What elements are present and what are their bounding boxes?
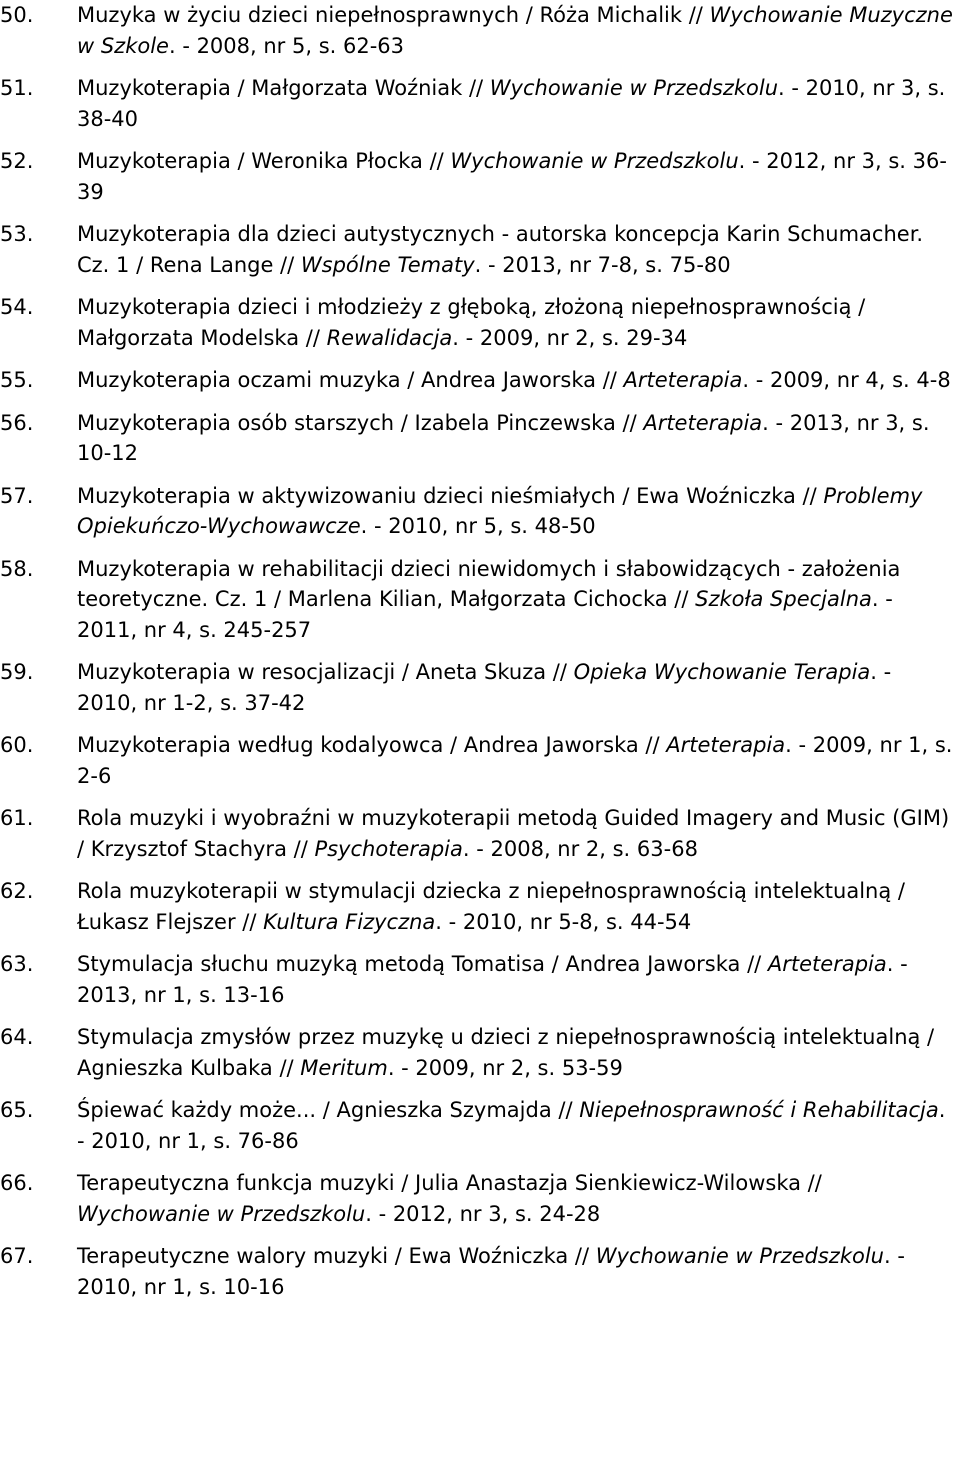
journal-title: Wychowanie w Przedszkolu xyxy=(489,76,778,100)
citation-text: . - 2013, nr 1, s. 13-16 xyxy=(77,952,908,1007)
bibliography-entry xyxy=(0,0,960,61)
entry-number: 67. xyxy=(0,1244,34,1268)
entry-number: 51. xyxy=(0,76,34,100)
citation-text: Terapeutyczna funkcja muzyki / Julia Anastazja Sienkiewicz-Wilowska // xyxy=(77,1171,822,1195)
citation-text: . - 2008, nr 2, s. 63-68 xyxy=(462,836,698,861)
citation-text: . - 2011, nr 4, s. 245-257 xyxy=(77,587,893,642)
citation-text: Terapeutyczne walory muzyki / Ewa Woźniczka // xyxy=(77,1244,596,1268)
journal-title: Arteterapia xyxy=(623,368,743,392)
bibliography-entry xyxy=(0,1022,960,1083)
entry-number: 55. xyxy=(0,368,34,392)
citation-text: . - 2010, nr 1, s. 10-16 xyxy=(77,1244,905,1299)
citation-text: Muzykoterapia w aktywizowaniu dzieci nieśmiałych / Ewa Woźniczka // xyxy=(77,483,824,508)
bibliography-entry xyxy=(0,481,960,542)
entry-text xyxy=(77,408,960,469)
journal-title: Wychowanie Muzyczne w Szkole xyxy=(77,3,953,58)
citation-text: Stymulacja słuchu muzyką metodą Tomatisa / Andrea Jaworska // xyxy=(77,952,768,976)
entry-text xyxy=(77,949,960,1010)
entry-text xyxy=(77,803,960,864)
entry-number: 59. xyxy=(0,660,34,684)
journal-title: Niepełnosprawność i Rehabilitacja xyxy=(579,1098,939,1122)
entry-text xyxy=(77,365,960,396)
bibliography-entry xyxy=(0,1241,960,1302)
entry-number: 62. xyxy=(0,879,34,903)
entry-text xyxy=(77,146,960,207)
bibliography-entry xyxy=(0,730,960,791)
bibliography-entry xyxy=(0,1168,960,1229)
entry-number: 63. xyxy=(0,952,34,976)
bibliography-entry xyxy=(0,1095,960,1156)
bibliography-entry xyxy=(0,803,960,864)
journal-title: Wychowanie w Przedszkolu xyxy=(77,1201,366,1226)
entry-text xyxy=(77,1241,960,1302)
journal-title: Arteterapia xyxy=(767,952,887,976)
entry-text xyxy=(77,657,960,718)
citation-text: . - 2009, nr 2, s. 29-34 xyxy=(452,325,688,350)
bibliography-entry xyxy=(0,146,960,207)
bibliography-entry xyxy=(0,73,960,134)
citation-text: Muzykoterapia osób starszych / Izabela Pinczewska // xyxy=(77,410,644,435)
bibliography-entry xyxy=(0,408,960,469)
entry-number: 53. xyxy=(0,222,34,246)
citation-text: . - 2013, nr 3, s. 10-12 xyxy=(77,410,930,465)
journal-title: Opieka Wychowanie Terapia xyxy=(573,660,871,684)
journal-title: Psychoterapia xyxy=(314,836,463,861)
bibliography-entry xyxy=(0,949,960,1010)
citation-text: Muzykoterapia w rehabilitacji dzieci niewidomych i słabowidzących - założenia teoretyczne. Cz. 1 / Marlena Kilian, Małgorzata Cichocka // xyxy=(77,556,901,611)
citation-text: . - 2010, nr 1-2, s. 37-42 xyxy=(77,660,892,715)
journal-title: Arteterapia xyxy=(666,733,786,757)
citation-text: Muzykoterapia według kodalyowca / Andrea Jaworska // xyxy=(77,733,667,757)
citation-text: . - 2008, nr 5, s. 62-63 xyxy=(168,33,405,58)
bibliography-entry xyxy=(0,876,960,937)
entry-number: 65. xyxy=(0,1098,34,1122)
citation-text: . - 2010, nr 3, s. 38-40 xyxy=(77,76,946,131)
entry-number: 66. xyxy=(0,1171,34,1195)
entry-text xyxy=(77,554,960,646)
citation-text: . - 2009, nr 1, s. 2-6 xyxy=(77,733,953,788)
journal-title: Wspólne Tematy xyxy=(300,252,475,277)
citation-text: . - 2009, nr 2, s. 53-59 xyxy=(387,1055,623,1080)
entry-text xyxy=(77,1168,960,1229)
entry-number: 52. xyxy=(0,149,34,173)
bibliography-entry xyxy=(0,365,960,396)
citation-text: . - 2013, nr 7-8, s. 75-80 xyxy=(474,252,731,277)
entry-number: 54. xyxy=(0,295,34,319)
entry-text xyxy=(77,1095,960,1156)
entry-number: 64. xyxy=(0,1025,34,1049)
bibliography-entry xyxy=(0,554,960,646)
entry-text xyxy=(77,0,960,61)
journal-title: Arteterapia xyxy=(643,410,763,435)
citation-text: . - 2010, nr 5-8, s. 44-54 xyxy=(435,909,692,934)
citation-text: . - 2010, nr 1, s. 76-86 xyxy=(77,1098,946,1153)
entry-number: 56. xyxy=(0,410,34,435)
citation-text: Śpiewać każdy może... / Agnieszka Szymajda // xyxy=(77,1098,580,1122)
entry-text xyxy=(77,292,960,353)
journal-title: Szkoła Specjalna xyxy=(695,587,872,611)
citation-text: Rola muzykoterapii w stymulacji dziecka z niepełnosprawnością intelektualną / Łukasz Flejszer // xyxy=(77,879,905,934)
citation-text: . - 2012, nr 3, s. 36-39 xyxy=(77,149,947,204)
entry-number: 58. xyxy=(0,556,34,581)
journal-title: Wychowanie w Przedszkolu xyxy=(450,149,739,173)
entry-number: 50. xyxy=(0,3,34,27)
bibliography-entry xyxy=(0,292,960,353)
journal-title: Rewalidacja xyxy=(326,325,453,350)
entry-text xyxy=(77,730,960,791)
citation-text: Muzykoterapia / Weronika Płocka // xyxy=(77,149,451,173)
entry-text xyxy=(77,73,960,134)
citation-text: Muzykoterapia w resocjalizacji / Aneta Skuza // xyxy=(77,660,574,684)
entry-number: 60. xyxy=(0,733,34,757)
citation-text: . - 2009, nr 4, s. 4-8 xyxy=(742,368,951,392)
entry-text xyxy=(77,481,960,542)
entry-text xyxy=(77,876,960,937)
citation-text: . - 2012, nr 3, s. 24-28 xyxy=(365,1201,601,1226)
journal-title: Wychowanie w Przedszkolu xyxy=(595,1244,884,1268)
journal-title: Problemy Opiekuńczo-Wychowawcze xyxy=(77,483,923,538)
entry-text xyxy=(77,1022,960,1083)
entry-text xyxy=(77,219,960,280)
journal-title: Meritum xyxy=(300,1055,388,1080)
journal-title: Kultura Fizyczna xyxy=(263,909,436,934)
entry-number: 57. xyxy=(0,483,34,508)
bibliography-entry xyxy=(0,219,960,280)
citation-text: Muzykoterapia dla dzieci autystycznych - autorska koncepcja Karin Schumacher. Cz. 1 / Rena Lange // xyxy=(77,222,924,277)
citation-text: Muzykoterapia oczami muzyka / Andrea Jaworska // xyxy=(77,368,624,392)
citation-text: Muzykoterapia dzieci i młodzieży z głęboką, złożoną niepełnosprawnością / Małgorzata Modelska // xyxy=(77,295,866,350)
citation-text: Stymulacja zmysłów przez muzykę u dzieci z niepełnosprawnością intelektualną / Agnieszka Kulbaka // xyxy=(77,1025,935,1080)
entry-number: 61. xyxy=(0,806,34,830)
citation-text: . - 2010, nr 5, s. 48-50 xyxy=(360,514,596,538)
citation-text: Muzyka w życiu dzieci niepełnosprawnych / Róża Michalik // xyxy=(77,3,710,27)
bibliography-entry xyxy=(0,657,960,718)
citation-text: Rola muzyki i wyobraźni w muzykoterapii metodą Guided Imagery and Music (GIM) / Krzysztof Stachyra // xyxy=(77,806,950,861)
citation-text: Muzykoterapia / Małgorzata Woźniak // xyxy=(77,76,490,100)
